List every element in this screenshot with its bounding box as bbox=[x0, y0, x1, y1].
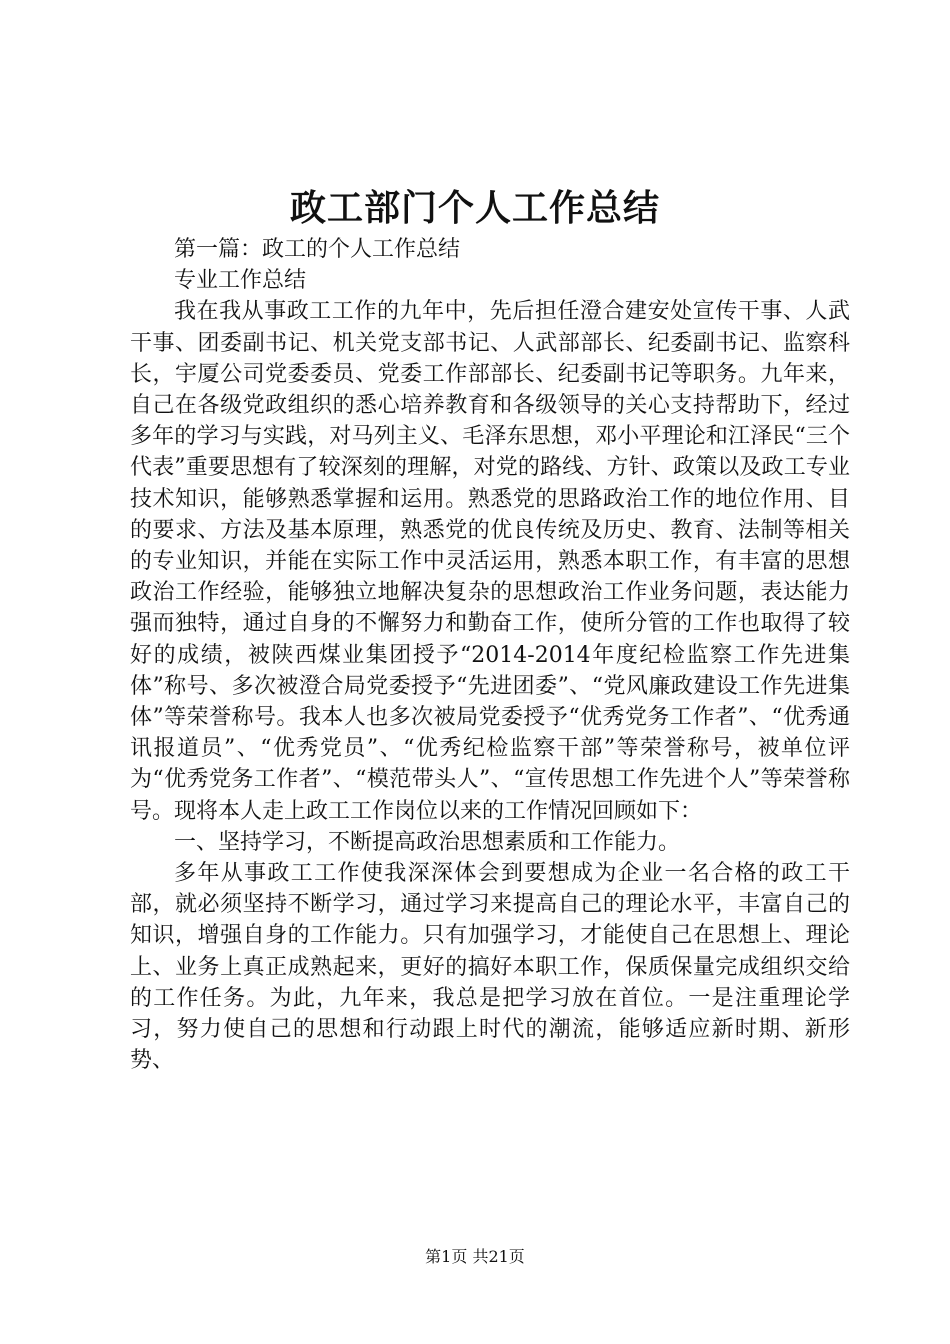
subheading-professional-summary: 专业工作总结 bbox=[174, 268, 307, 294]
paragraph-section-1: 多年从事政工工作使我深深体会到要想成为企业一名合格的政工干部，就必须坚持不断学习，通过学习来提高自己的理论水平，丰富自己的知识，增强自身的工作能力。只有加强学习，才能使自己在思想上、理论上、业务上真正成熟起来，更好的搞好本职工作，保质保量完成组织交给的工作任务。为此，九年来，我总是把学习放在首位。一是注重理论学习，努力使自己的思想和行动跟上时代的潮流，能够适应新时期、新形势、 bbox=[130, 861, 850, 1074]
section-heading-1: 一、坚持学习，不断提高政治思想素质和工作能力。 bbox=[174, 829, 681, 855]
document-title: 政工部门个人工作总结 bbox=[289, 187, 660, 229]
paragraph-intro: 我在我从事政工工作的九年中，先后担任澄合建安处宣传干事、人武干事、团委副书记、机关党支部书记、人武部部长、纪委副书记、监察科长，宇厦公司党委委员、党委工作部部长、纪委副书记等职务。九年来，自己在各级党政组织的悉心培养教育和各级领导的关心支持帮助下，经过多年的学习与实践，对马列主义、毛泽东思想，邓小平理论和江泽民“三个代表”重要思想有了较深刻的理解，对党的路线、方针、政策以及政工专业技术知识，能够熟悉掌握和运用。熟悉党的思路政治工作的地位作用、目的要求、方法及基本原理，熟悉党的优良传统及历史、教育、法制等相关的专业知识，并能在实际工作中灵活运用，熟悉本职工作，有丰富的思想政治工作经验，能够独立地解决复杂的思想政治工作业务问题，表达能力强而独特，通过自身的不懈努力和勤奋工作，使所分管的工作也取得了较好的成绩，被陕西煤业集团授予“2014-2014年度纪检监察工作先进集体”称号、多次被澄合局党委授予“先进团委”、“党风廉政建设工作先进集体”等荣誉称号。我本人也多次被局党委授予“优秀党务工作者”、“优秀通讯报道员”、“优秀党员”、“优秀纪检监察干部”等荣誉称号，被单位评为“优秀党务工作者”、“模范带头人”、“宣传思想工作先进个人”等荣誉称号。现将本人走上政工工作岗位以来的工作情况回顾如下： bbox=[130, 299, 850, 824]
page-footer: 第1页 共21页 bbox=[425, 1247, 525, 1266]
document-body bbox=[130, 234, 850, 1076]
subheading-first-article: 第一篇：政工的个人工作总结 bbox=[174, 237, 461, 262]
